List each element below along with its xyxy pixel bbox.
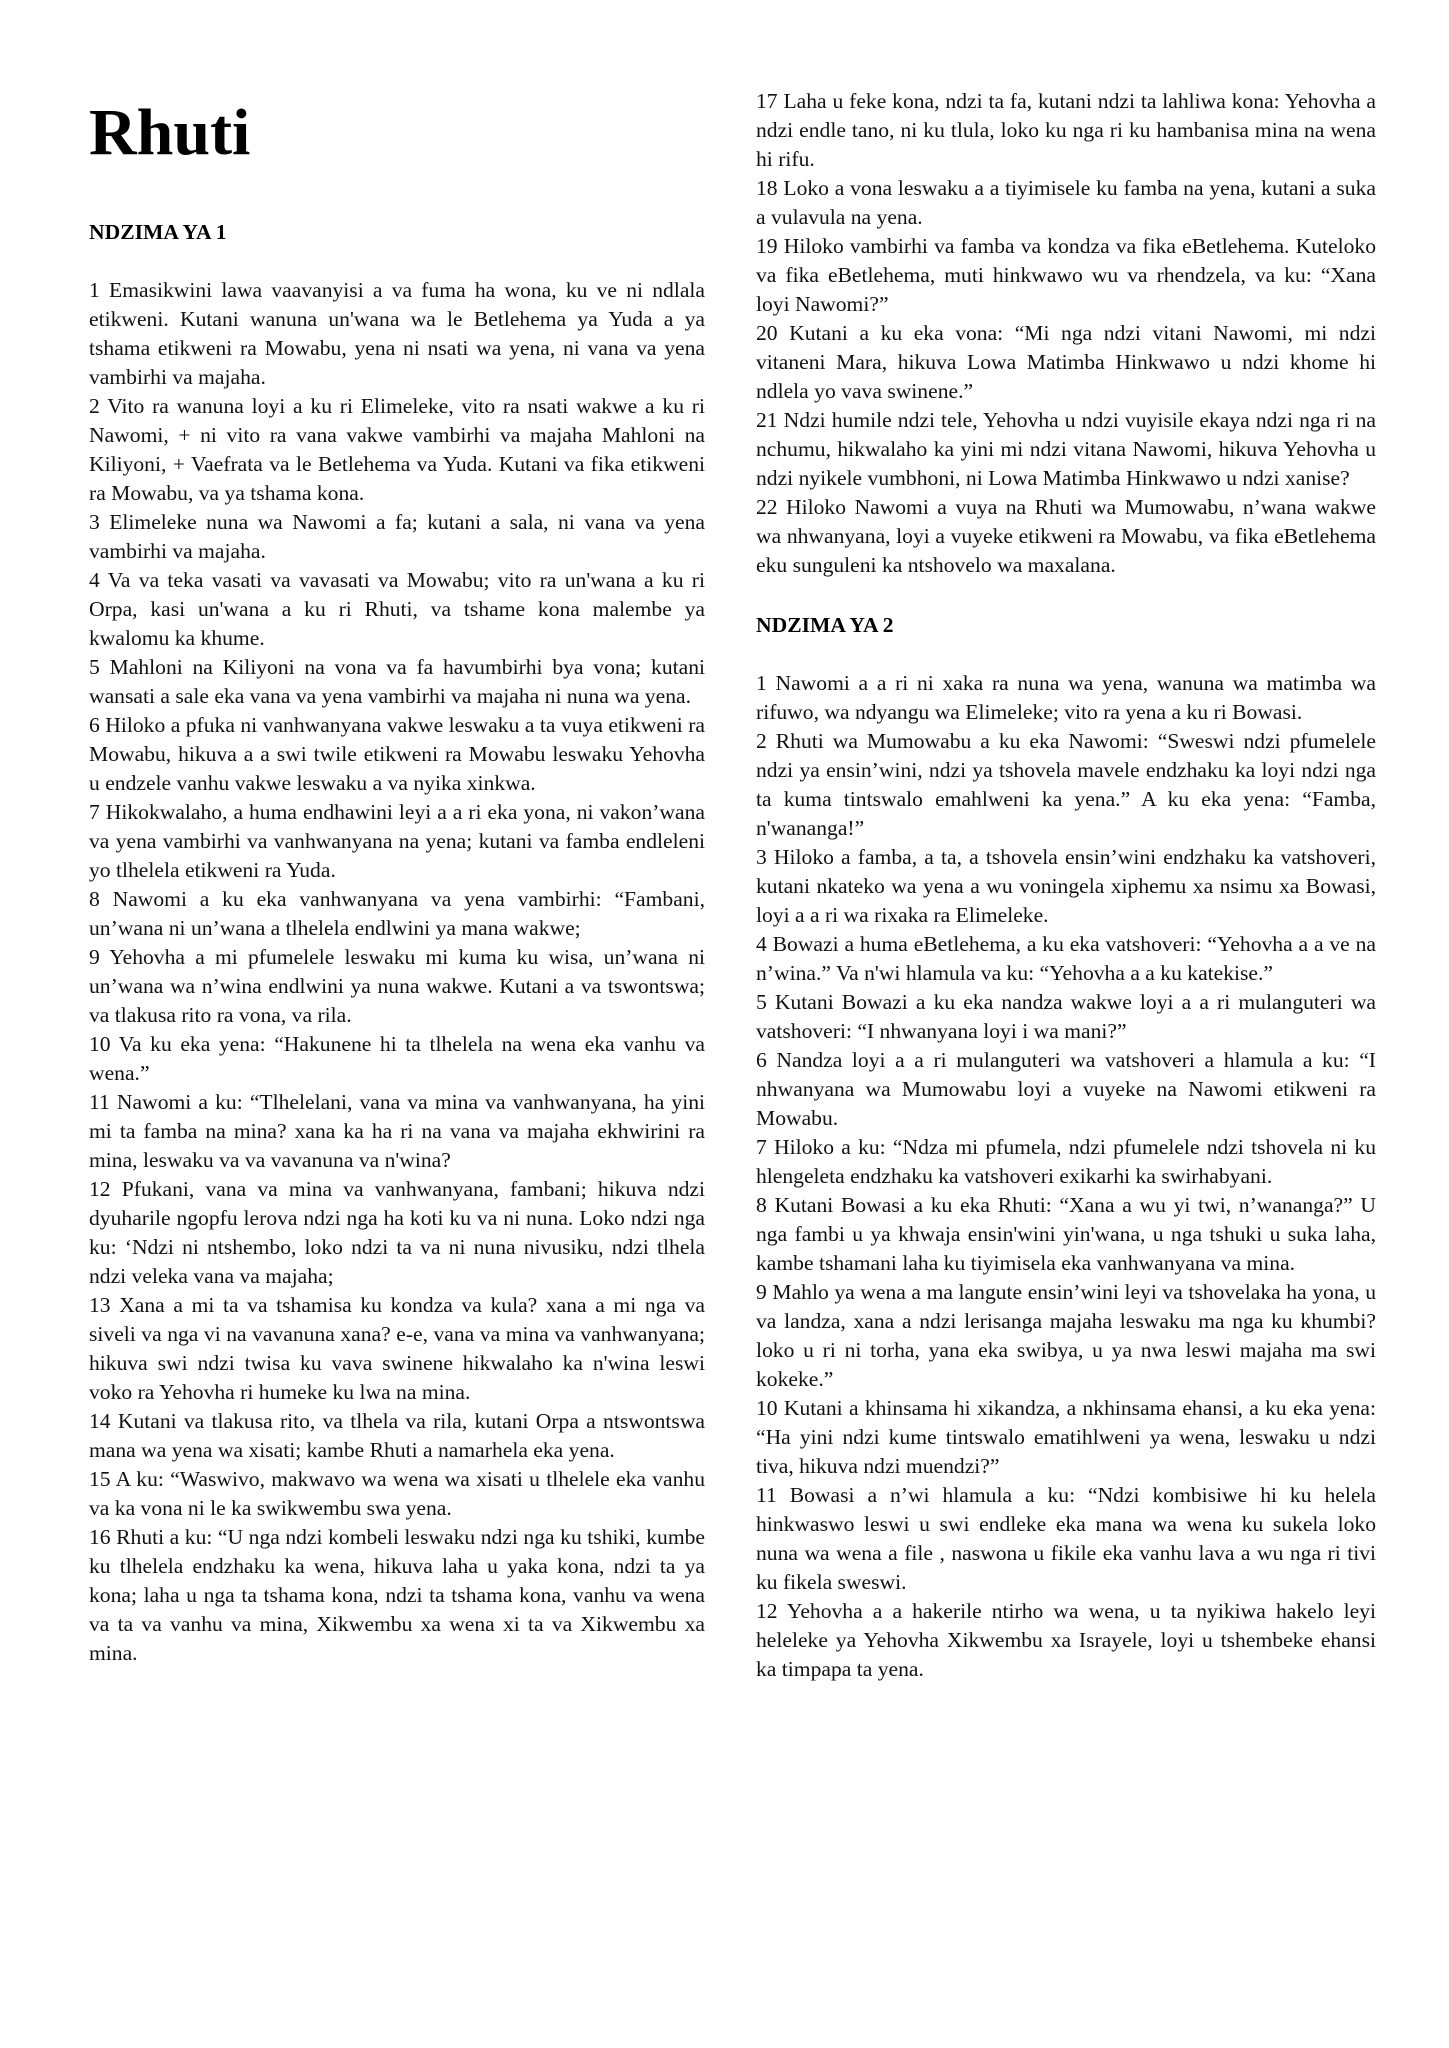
chapter-2-heading: NDZIMA YA 2 xyxy=(756,613,894,637)
verse: 16 Rhuti a ku: “U nga ndzi kombeli leswaku ndzi nga ku tshiki, kumbe ku tlhelela endzhaku ka wena, hikuva laha u yaka kona, ndzi ta ya kona; laha u nga ta tshama kona, ndzi ta tshama kona, vanhu va wena va ta va vanhu va mina, Xikwembu xa wena xi ta va Xikwembu xa mina. xyxy=(89,1525,705,1665)
verse: 5 Mahloni na Kiliyoni na vona va fa havumbirhi bya vona; kutani wansati a sale eka vana va yena vambirhi va majaha ni nuna wa yena. xyxy=(89,655,705,708)
right-column xyxy=(756,87,1376,1684)
verse: 5 Kutani Bowazi a ku eka nandza wakwe loyi a a ri mulanguteri wa vatshoveri: “I nhwanyana loyi i wa mani?” xyxy=(756,990,1376,1043)
verse: 2 Rhuti wa Mumowabu a ku eka Nawomi: “Sweswi ndzi pfumelele ndzi ya ensin’wini, ndzi ya tshovela mavele endzhaku ka loyi ndzi nga ta kuma tintswalo emahlweni ka yena.” A ku eka yena: “Famba, n'wananga!” xyxy=(756,729,1376,840)
chapter-2-verses xyxy=(756,669,1376,1684)
verse: 9 Mahlo ya wena a ma langute ensin’wini leyi va tshovelaka ha yona, u va landza, xana a ndzi lerisanga majaha leswaku ma nga ku khumbi? loko u ri ni torha, yana eka swibya, u ya nwa leswi majaha ma swi kokeke.” xyxy=(756,1280,1376,1391)
verse: 17 Laha u feke kona, ndzi ta fa, kutani ndzi ta lahliwa kona: Yehovha a ndzi endle tano, ni ku tlula, loko ku nga ri ku hambanisa mina na wena hi rifu. xyxy=(756,89,1376,171)
chapter-1-heading: NDZIMA YA 1 xyxy=(89,220,227,244)
verse: 11 Nawomi a ku: “Tlhelelani, vana va mina va vanhwanyana, ha yini mi ta famba na mina? xana ka ha ri na vana va majaha ekhwirini ra mina, leswaku va va vavanuna va n'wina? xyxy=(89,1090,705,1172)
verse: 4 Va va teka vasati va vavasati va Mowabu; vito ra un'wana a ku ri Orpa, kasi un'wana a ku ri Rhuti, va tshame kona malembe ya kwalomu ka khume. xyxy=(89,568,705,650)
left-column xyxy=(89,86,705,1668)
verse: 7 Hikokwalaho, a huma endhawini leyi a a ri eka yona, ni vakon’wana va yena vambirhi va vanhwanyana na yena; kutani va famba endleleni yo tlhelela etikweni ra Yuda. xyxy=(89,800,705,882)
verse: 6 Hiloko a pfuka ni vanhwanyana vakwe leswaku a ta vuya etikweni ra Mowabu, hikuva a a swi twile etikweni ra Mowabu leswaku Yehovha u endzele vanhu vakwe leswaku a va nyika xinkwa. xyxy=(89,713,705,795)
verse: 6 Nandza loyi a a ri mulanguteri wa vatshoveri a hlamula a ku: “I nhwanyana wa Mumowabu loyi a vuyeke na Nawomi etikweni ra Mowabu. xyxy=(756,1048,1376,1130)
verse: 8 Nawomi a ku eka vanhwanyana va yena vambirhi: “Fambani, un’wana ni un’wana a tlhelela endlwini ya mana wakwe; xyxy=(89,887,705,940)
verse: 22 Hiloko Nawomi a vuya na Rhuti wa Mumowabu, n’wana wakwe wa nhwanyana, loyi a vuyeke etikweni ra Mowabu, va fika eBetlehema eku sunguleni ka ntshovelo wa maxalana. xyxy=(756,495,1376,577)
verse: 4 Bowazi a huma eBetlehema, a ku eka vatshoveri: “Yehovha a a ve na n’wina.” Va n'wi hlamula va ku: “Yehovha a a ku katekise.” xyxy=(756,932,1376,985)
verse: 8 Kutani Bowasi a ku eka Rhuti: “Xana a wu yi twi, n’wananga?” U nga fambi u ya khwaja ensin'wini yin'wana, u nga tshuki u suka laha, kambe tshamani laha ku tiyimisela eka vanhwanyana va mina. xyxy=(756,1193,1376,1275)
verse: 19 Hiloko vambirhi va famba va kondza va fika eBetlehema. Kuteloko va fika eBetlehema, muti hinkwawo wu va rhendzela, va ku: “Xana loyi Nawomi?” xyxy=(756,234,1376,316)
verse: 11 Bowasi a n’wi hlamula a ku: “Ndzi kombisiwe hi ku helela hinkwaswo leswi u swi endleke eka mana wa wena ku sukela loko nuna wa wena a file , naswona u fikile eka vanhu lava a wu nga ri tivi ku fikela sweswi. xyxy=(756,1483,1376,1594)
chapter-1-verses-right xyxy=(756,87,1376,580)
verse: 1 Nawomi a a ri ni xaka ra nuna wa yena, wanuna wa matimba wa rifuwo, wa ndyangu wa Elimeleke; vito ra yena a ku ri Bowasi. xyxy=(756,671,1376,724)
verse: 18 Loko a vona leswaku a a tiyimisele ku famba na yena, kutani a suka a vulavula na yena. xyxy=(756,176,1376,229)
verse: 3 Hiloko a famba, a ta, a tshovela ensin’wini endzhaku ka vatshoveri, kutani nkateko wa yena a wu voningela xiphemu xa nsimu xa Bowasi, loyi a a ri wa rixaka ra Elimeleke. xyxy=(756,845,1376,927)
verse: 9 Yehovha a mi pfumelele leswaku mi kuma ku wisa, un’wana ni un’wana wa n’wina endlwini ya nuna wakwe. Kutani a va tswontswa; va tlakusa rito ra vona, va rila. xyxy=(89,945,705,1027)
verse: 1 Emasikwini lawa vaavanyisi a va fuma ha wona, ku ve ni ndlala etikweni. Kutani wanuna un'wana wa le Betlehema ya Yuda a ya tshama etikweni ra Mowabu, yena ni nsati wa yena, ni vana va yena vambirhi va majaha. xyxy=(89,278,705,389)
verse: 14 Kutani va tlakusa rito, va tlhela va rila, kutani Orpa a ntswontswa mana wa yena wa xisati; kambe Rhuti a namarhela eka yena. xyxy=(89,1409,705,1462)
verse: 20 Kutani a ku eka vona: “Mi nga ndzi vitani Nawomi, mi ndzi vitaneni Mara, hikuva Lowa Matimba Hinkwawo u ndzi khome hi ndlela yo vava swinene.” xyxy=(756,321,1376,403)
verse: 21 Ndzi humile ndzi tele, Yehovha u ndzi vuyisile ekaya ndzi nga ri na nchumu, hikwalaho ka yini mi ndzi vitana Nawomi, hikuva Yehovha u ndzi nyikele vumbhoni, ni Lowa Matimba Hinkwawo u ndzi xanise? xyxy=(756,408,1376,490)
verse: 2 Vito ra wanuna loyi a ku ri Elimeleke, vito ra nsati wakwe a ku ri Nawomi, + ni vito ra vana vakwe vambirhi va majaha Mahloni na Kiliyoni, + Vaefrata va le Betlehema va Yuda. Kutani va fika etikweni ra Mowabu, va ya tshama kona. xyxy=(89,394,705,505)
verse: 7 Hiloko a ku: “Ndza mi pfumela, ndzi pfumelele ndzi tshovela ni ku hlengeleta endzhaku ka vatshoveri exikarhi ka swirhabyani. xyxy=(756,1135,1376,1188)
verse: 12 Yehovha a a hakerile ntirho wa wena, u ta nyikiwa hakelo leyi heleleke ya Yehovha Xikwembu xa Israyele, loyi u tshembeke ehansi ka timpapa ta yena. xyxy=(756,1599,1376,1681)
verse: 13 Xana a mi ta va tshamisa ku kondza va kula? xana a mi nga va siveli va nga vi na vavanuna xana? e-e, vana va mina va vanhwanyana; hikuva swi ndzi twisa ku vava swinene hikwalaho ka n'wina leswi voko ra Yehovha ri humeke ku lwa na mina. xyxy=(89,1293,705,1404)
book-title: Rhuti xyxy=(89,96,251,169)
verse: 12 Pfukani, vana va mina va vanhwanyana, fambani; hikuva ndzi dyuharile ngopfu lerova ndzi nga ha koti ku va ni nuna. Loko ndzi nga ku: ‘Ndzi ni ntshembo, loko ndzi ta va ni nuna nivusiku, ndzi tlhela ndzi veleka vana va majaha; xyxy=(89,1177,705,1288)
verse: 15 A ku: “Waswivo, makwavo wa wena wa xisati u tlhelele eka vanhu va ka vona ni le ka swikwembu swa yena. xyxy=(89,1467,705,1520)
verse: 10 Kutani a khinsama hi xikandza, a nkhinsama ehansi, a ku eka yena: “Ha yini ndzi kume tintswalo ematihlweni ya wena, leswaku u ndzi tiva, hikuva ndzi muendzi?” xyxy=(756,1396,1376,1478)
verse: 3 Elimeleke nuna wa Nawomi a fa; kutani a sala, ni vana va yena vambirhi va majaha. xyxy=(89,510,705,563)
chapter-1-verses-left xyxy=(89,276,705,1668)
verse: 10 Va ku eka yena: “Hakunene hi ta tlhelela na wena eka vanhu va wena.” xyxy=(89,1032,705,1085)
